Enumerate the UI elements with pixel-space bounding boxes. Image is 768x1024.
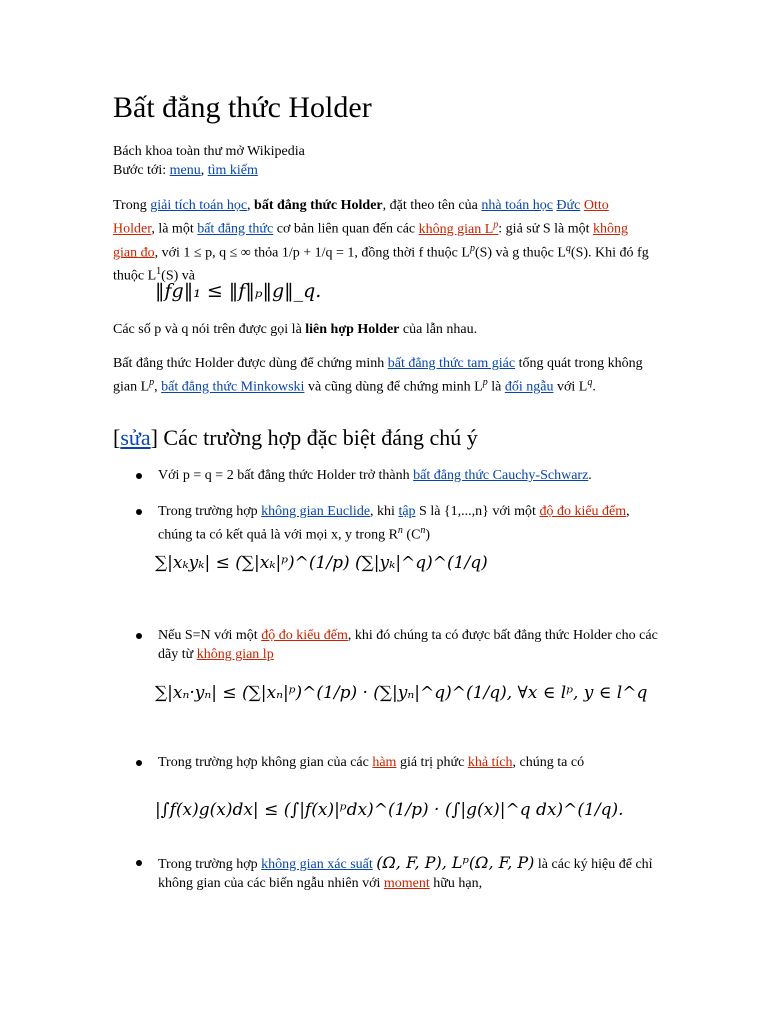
item-text: Trong trường hợp không gian của các [158,755,373,770]
list-item: Trong trường hợp không gian Euclide, khi tập S là {1,...,n} với một độ đo kiểu đếm, chúng ta có kết quả là với mọi x, y trong $R^n$ $(C^n)$ [158,504,630,543]
link-cauchy-schwarz[interactable]: bất đẳng thức Cauchy-Schwarz [413,468,589,483]
link-doi-ngau[interactable]: đối ngẫu [504,379,554,395]
para-text: tổng quát trong không gian L [113,356,643,395]
item-text: Nếu S=N với một [158,628,262,643]
intro-bold: bất đẳng thức Holder [254,198,383,213]
link-tap[interactable]: tập [398,504,416,519]
link-kha-tich[interactable]: khả tích [467,755,513,770]
intro-text: , đặt theo tên của [382,198,482,213]
link-bat-dang-thuc[interactable]: bất đẳng thức [197,221,274,237]
para-text: Bất đẳng thức Holder được dùng để chứng minh [113,356,388,371]
bullet [136,509,142,515]
list-item [158,466,658,485]
link-otto-holder[interactable]: Otto Holder [113,198,609,237]
list-item [158,753,658,772]
item-text: , chúng ta có kết quả là với mọi x, y trong R [158,504,630,543]
item-text: là các ký hiệu để chỉ không gian của các biến ngẫu nhiên với [158,857,653,891]
link-minkowski[interactable]: bất đẳng thức Minkowski [161,379,305,395]
section-title: Các trường hợp đặc biệt đáng chú ý [163,425,478,450]
intro-text: cơ bản liên quan đến các [273,221,419,237]
para-text: và cũng dùng để chứng minh L [304,379,483,395]
formula-integral: |∫f(x)g(x)dx| ≤ (∫|f(x)|ᵖdx)^(1/p) · (∫|g(x)|^q dx)^(1/q). [155,800,624,820]
link-khong-gian-do[interactable]: không gian đo [113,221,628,261]
link-euclide[interactable]: không gian Euclide [261,504,371,519]
link-giai-tich[interactable]: giải tích toán học [150,198,248,213]
edit-link[interactable]: sửa [120,425,151,450]
paragraph-conjugate [113,320,653,339]
link-tam-giac[interactable]: bất đẳng thức tam giác [387,356,516,371]
item-text: Trong trường hợp [158,504,262,519]
item-text: Trong trường hợp [158,857,262,872]
intro-text: , là một [151,221,198,237]
link-ham[interactable]: hàm [372,755,397,770]
para-text: của lẫn nhau. [399,322,478,337]
para-text: là [487,379,505,395]
intro-text: (S) và [161,268,195,284]
item-text: giá trị phức [396,755,468,770]
link-do-do-kieu-dem[interactable]: độ đo kiểu đếm [539,504,627,519]
nav-line [113,161,653,180]
item-text: (C [402,527,421,543]
link-khong-gian-lp[interactable]: không gian $L^p$ [418,219,499,237]
section-heading: [sửa] Các trường hợp đặc biệt đáng chú ý [113,425,478,450]
intro-text: (S) và g thuộc L [474,245,566,261]
link-do-do-kieu-dem[interactable]: độ đo kiểu đếm [261,628,348,643]
formula-probability: (Ω, F, P), Lᵖ(Ω, F, P) [376,853,535,872]
bullet [136,473,142,479]
item-text: Với p = q = 2 bất đẳng thức Holder trở thành [158,468,414,483]
bullet [136,760,142,766]
formula-euclide: ∑|xₖyₖ| ≤ (∑|xₖ|ᵖ)^(1/p) (∑|yₖ|^q)^(1/q) [155,553,488,573]
item-text: , khi [370,504,399,519]
formula-holder: ‖fg‖₁ ≤ ‖f‖ₚ‖g‖_q. [155,280,322,302]
item-text: . [588,468,592,483]
bullet [136,633,142,639]
item-text: S là {1,...,n} với một [415,504,540,519]
para-text: , [154,379,162,395]
page-title: Bất đẳng thức Holder [113,91,372,124]
link-duc[interactable]: Đức [556,198,581,213]
intro-text: , [247,198,255,213]
site-subtitle: Bách khoa toàn thư mở Wikipedia [113,144,305,159]
link-text: không gian L [418,221,494,237]
intro-text: , với 1 ≤ p, q ≤ ∞ thỏa 1/p + 1/q = 1, đồng thời f thuộc L [154,245,470,261]
link-xac-suat[interactable]: không gian xác suất [261,857,373,872]
formula-sequences: ∑|xₙ·yₙ| ≤ (∑|xₙ|ᵖ)^(1/p) · (∑|yₙ|^q)^(1/q), ∀x ∈ lᵖ, y ∈ l^q [155,683,648,703]
nav-prefix: Bước tới: [113,163,167,178]
list-item [158,626,658,664]
link-nha-toan-hoc[interactable]: nhà toán học [481,198,553,213]
item-text: , khi đó chúng ta có được bất đẳng thức Holder cho các dãy từ [158,628,658,662]
paragraph-usage: Bất đẳng thức Holder được dùng để chứng minh bất đẳng thức tam giác tổng quát trong không gian $L^p$, bất đẳng thức Minkowski và cũng dùng để chứng minh $L^p$ là đối ngẫu với $L^q$. [113,356,643,395]
intro-paragraph: Trong giải tích toán học, bất đẳng thức Holder, đặt theo tên của nhà toán học Đức Otto Holder, là một bất đẳng thức cơ bản liên quan đến các không gian $L^p$: giả sử S là một không gian đo, với 1 ≤ p, q ≤ ∞ thỏa 1/p + 1/q = 1, đồng thời f thuộc $L^p(S)$ và g thuộc $L^q(S)$. Khi đó fg thuộc $L^1(S)$ và [113,198,649,284]
item-text: ) [425,527,431,543]
link-moment[interactable]: moment [383,876,430,891]
para-text: với L [553,379,588,395]
para-text: Các số p và q nói trên được gọi là [113,322,306,337]
nav-sep: , [200,163,205,178]
para-text: . [592,379,596,395]
search-link[interactable]: tìm kiếm [207,163,258,178]
intro-text: Trong [113,198,151,213]
item-text: , chúng ta có [512,755,585,770]
link-khong-gian-lp[interactable]: không gian lp [196,647,274,662]
item-text: hữu hạn, [429,876,483,891]
list-item [158,853,658,893]
bullet [136,860,142,866]
intro-text: : giả sử S là một [498,221,593,237]
menu-link[interactable]: menu [169,163,201,178]
intro-text: (S). Khi đó fg thuộc L [113,245,649,284]
para-bold: liên hợp Holder [305,322,400,337]
